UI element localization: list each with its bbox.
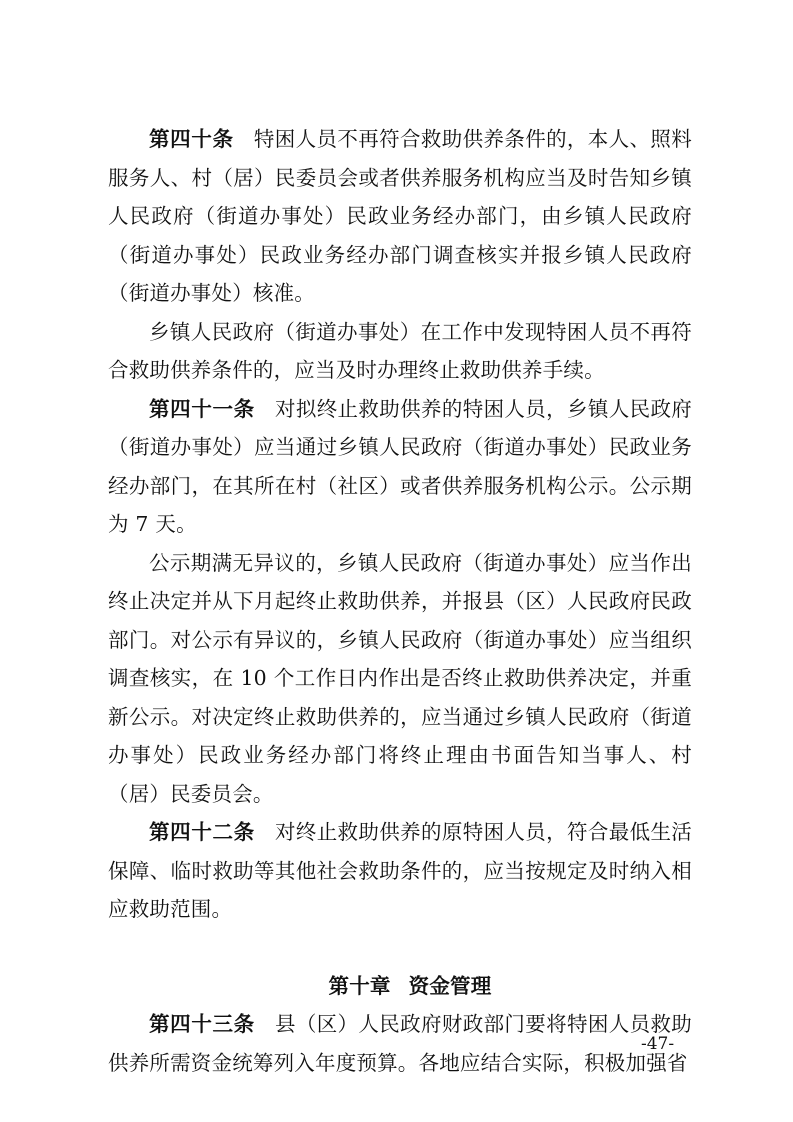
article-41-label: 第四十一条 — [149, 396, 255, 421]
article-40-text: 特困人员不再符合救助供养条件的，本人、照料服务人、村（居）民委员会或者供养服务机构应当及时告知乡镇人民政府（街道办事处）民政业务经办部门，由乡镇人民政府（街道办事处）民政业务经办部门调查核实并报乡镇人民政府（街道办事处）核准。 — [108, 127, 692, 305]
article-43-label: 第四十三条 — [149, 1012, 255, 1036]
chapter-heading — [108, 967, 692, 1006]
chapter-number: 第十章 — [328, 973, 391, 998]
article-40-paragraph — [108, 120, 692, 313]
chapter-title: 资金管理 — [408, 973, 492, 998]
article-41-paragraph — [108, 390, 692, 544]
article-42-text: 对终止救助供养的原特困人员，符合最低生活保障、临时救助等其他社会救助条件的，应当按规定及时纳入相应救助范围。 — [108, 820, 693, 921]
document-body — [108, 120, 692, 1082]
article-41-paragraph-2: 公示期满无异议的，乡镇人民政府（街道办事处）应当作出终止决定并从下月起终止救助供养，并报县（区）人民政府民政部门。对公示有异议的，乡镇人民政府（街道办事处）应当组织调查核实，在 10 个工作日内作出是否终止救助供养决定，并重新公示。对决定终止救助供养的，应当通过乡镇人民政府（街道办事处）民政业务经办部门将终止理由书面告知当事人、村（居）民委员会。 — [108, 550, 692, 806]
article-40-paragraph-2: 乡镇人民政府（街道办事处）在工作中发现特困人员不再符合救助供养条件的，应当及时办理终止救助供养手续。 — [108, 319, 692, 382]
article-42-paragraph — [108, 813, 692, 929]
article-43-text: 县（区）人民政府财政部门要将特困人员救助供养所需资金统筹列入年度预算。各地应结合实际，积极加强省 — [108, 1012, 693, 1075]
article-42-label: 第四十二条 — [149, 820, 255, 844]
page-number: -47- — [641, 1034, 675, 1054]
article-41-text: 对拟终止救助供养的特困人员，乡镇人民政府（街道办事处）应当通过乡镇人民政府（街道办事处）民政业务经办部门，在其所在村（社区）或者供养服务机构公示。公示期为 7 天。 — [108, 396, 693, 536]
article-43-paragraph — [108, 1005, 692, 1082]
article-40-label: 第四十条 — [149, 127, 234, 151]
